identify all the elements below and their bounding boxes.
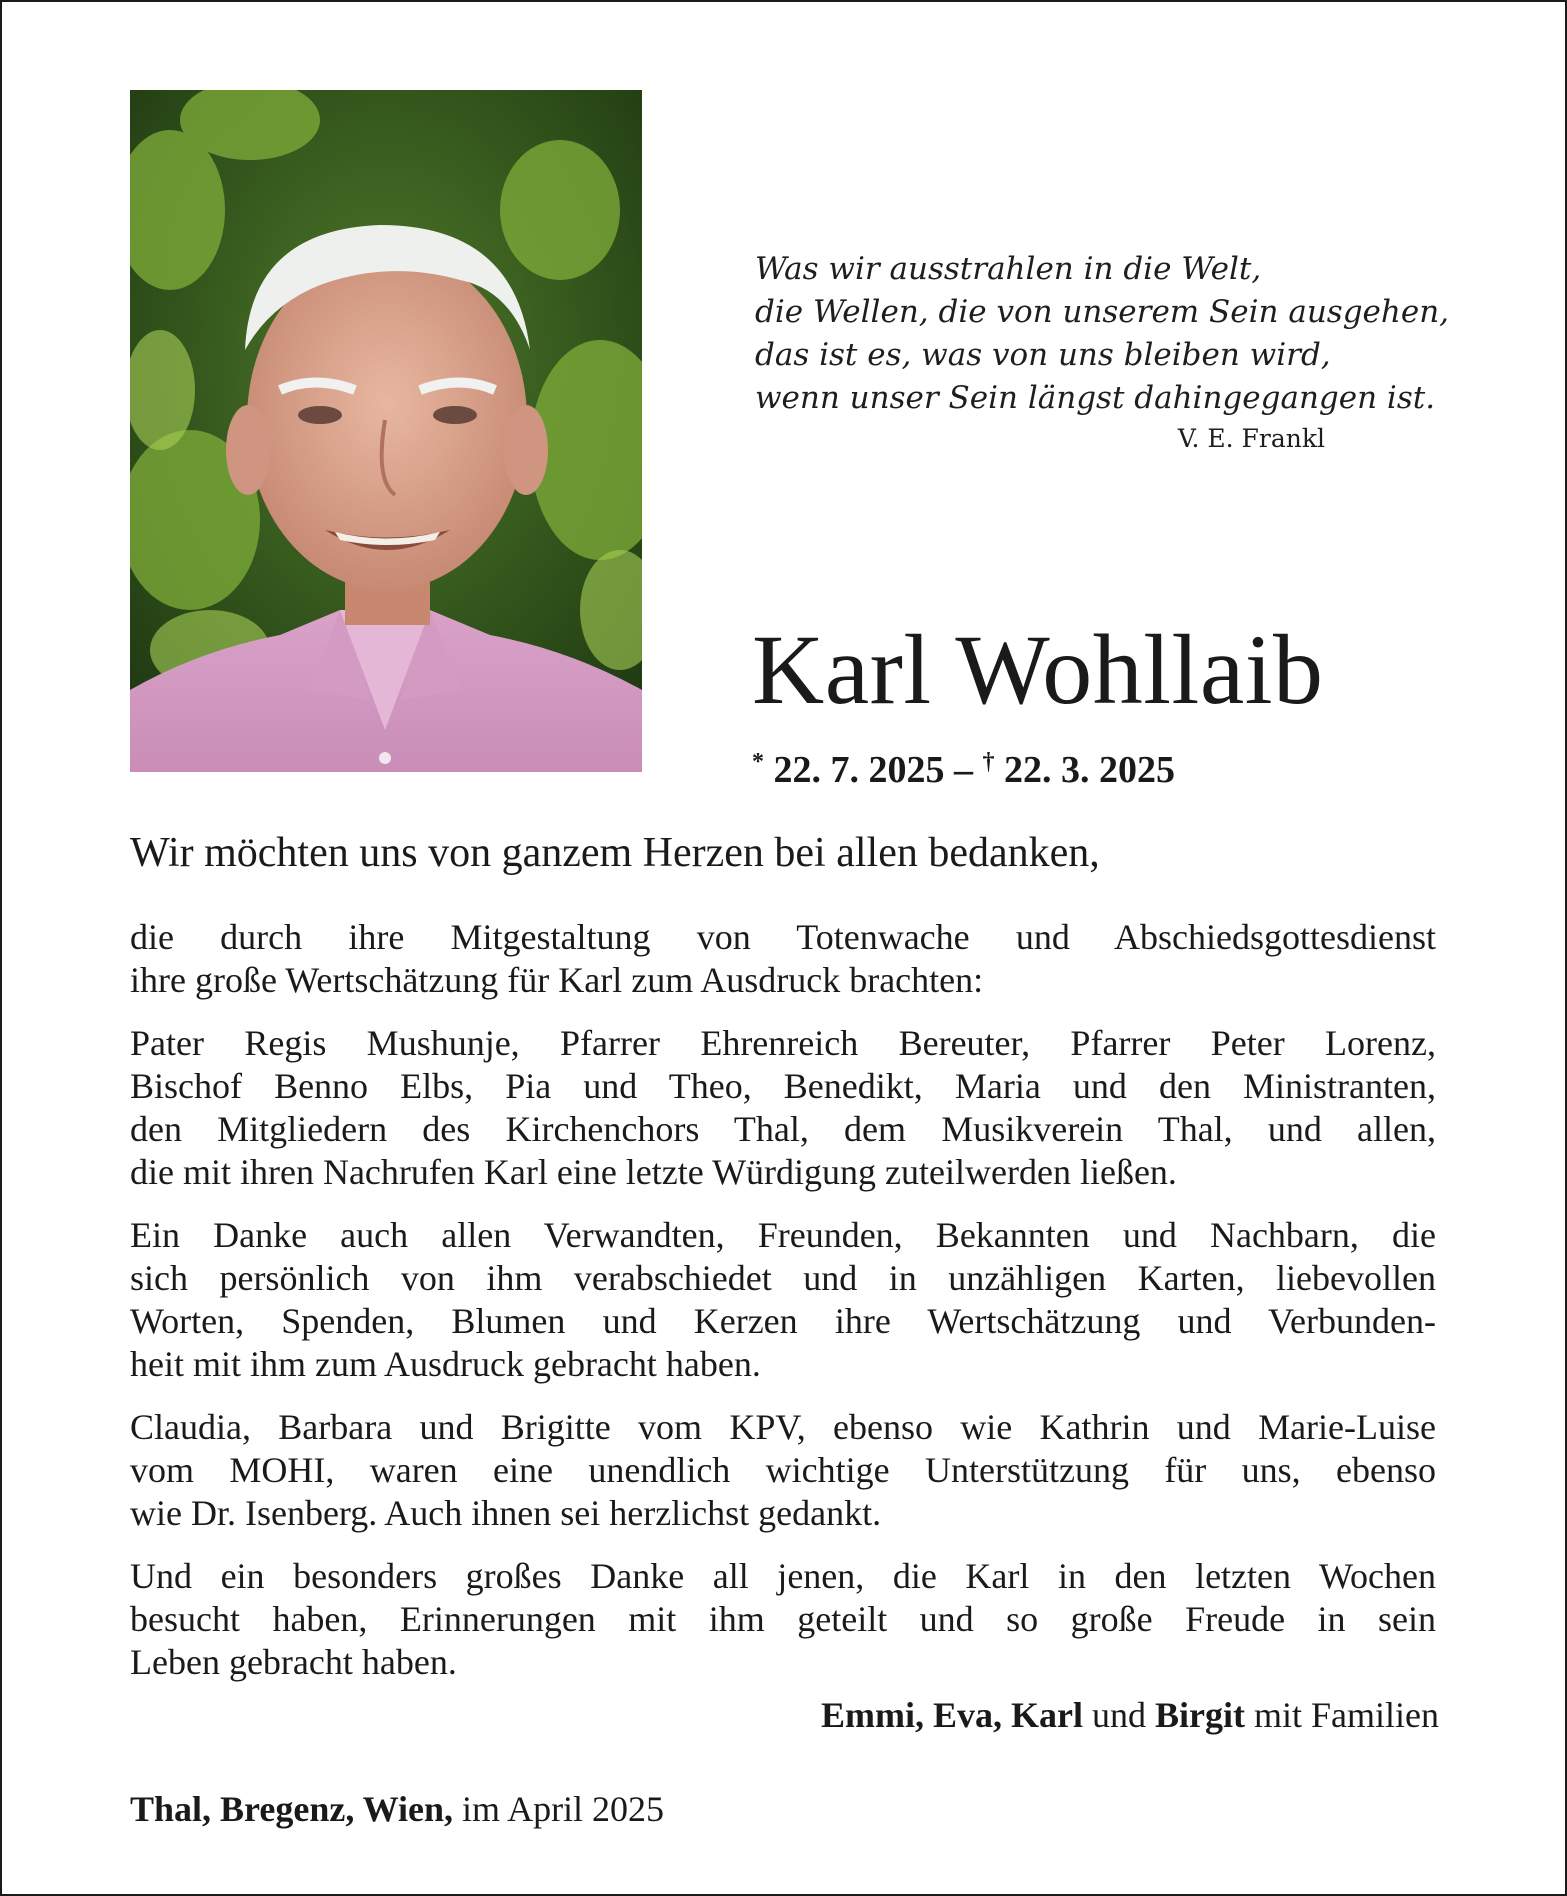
date-separator: –	[944, 749, 983, 791]
family-signature	[821, 1693, 1439, 1737]
thanks-intro: Wir möchten uns von ganzem Herzen bei allen bedanken,	[130, 830, 1100, 876]
quote-line: das ist es, was von uns bleiben wird,	[755, 337, 1331, 373]
text-line: sich persönlich von ihm verabschiedet und in unzähligen Karten, liebevollen	[130, 1258, 1436, 1298]
signature-last-name: Birgit	[1155, 1695, 1245, 1735]
paragraph	[130, 1555, 1436, 1684]
text-line: vom MOHI, waren eine unendlich wichtige Unterstützung für uns, ebenso	[130, 1450, 1436, 1490]
place-date-text: im April 2025	[453, 1789, 665, 1829]
signature-connector: und	[1083, 1695, 1156, 1735]
text-line: Leben gebracht haben.	[130, 1642, 457, 1682]
text-line: Bischof Benno Elbs, Pia und Theo, Benedikt, Maria und den Ministranten,	[130, 1066, 1436, 1106]
paragraph	[130, 1022, 1436, 1194]
deceased-name: Karl Wohllaib	[752, 614, 1324, 725]
signature-names: Emmi, Eva, Karl	[821, 1695, 1084, 1735]
text-line: den Mitgliedern des Kirchenchors Thal, dem Musikverein Thal, und allen,	[130, 1109, 1436, 1149]
place-date	[130, 1787, 664, 1831]
text-line: die durch ihre Mitgestaltung von Totenwache und Abschiedsgottesdienst	[130, 917, 1436, 957]
paragraph	[130, 1214, 1436, 1386]
text-line: die mit ihren Nachrufen Karl eine letzte Würdigung zuteilwerden ließen.	[130, 1152, 1177, 1192]
paragraph	[130, 916, 1436, 1002]
text-line: Worten, Spenden, Blumen und Kerzen ihre Wertschätzung und Verbunden-	[130, 1301, 1436, 1341]
thanks-body	[130, 916, 1436, 1704]
text-line: Claudia, Barbara und Brigitte vom KPV, ebenso wie Kathrin und Marie-Luise	[130, 1407, 1436, 1447]
text-line: besucht haben, Erinnerungen mit ihm geteilt und so große Freude in sein	[130, 1599, 1436, 1639]
place-cities: Thal, Bregenz, Wien,	[130, 1789, 454, 1829]
text-line: wie Dr. Isenberg. Auch ihnen sei herzlichst gedankt.	[130, 1493, 882, 1533]
text-line: ihre große Wertschätzung für Karl zum Ausdruck brachten:	[130, 960, 984, 1000]
quote-block	[755, 248, 1450, 458]
life-dates	[752, 738, 1175, 794]
quote-line: Was wir ausstrahlen in die Welt,	[755, 251, 1262, 287]
text-line: Und ein besonders großes Danke all jenen, die Karl in den letzten Wochen	[130, 1556, 1436, 1596]
birth-date: 22. 7. 2025	[773, 749, 945, 791]
text-line: heit mit ihm zum Ausdruck gebracht haben.	[130, 1344, 761, 1384]
paragraph	[130, 1406, 1436, 1535]
quote-line: die Wellen, die von unserem Sein ausgehen,	[755, 294, 1450, 330]
birth-symbol: *	[752, 749, 764, 775]
portrait-photo	[130, 90, 642, 772]
quote-author: V. E. Frankl	[1177, 424, 1325, 453]
signature-suffix: mit Familien	[1245, 1695, 1439, 1735]
text-line: Pater Regis Mushunje, Pfarrer Ehrenreich Bereuter, Pfarrer Peter Lorenz,	[130, 1023, 1436, 1063]
quote-line: wenn unser Sein längst dahingegangen ist.	[755, 380, 1436, 416]
death-date: 22. 3. 2025	[1004, 749, 1175, 791]
death-symbol: †	[982, 749, 995, 775]
portrait-illustration	[130, 90, 642, 772]
text-line: Ein Danke auch allen Verwandten, Freunden, Bekannten und Nachbarn, die	[130, 1215, 1436, 1255]
